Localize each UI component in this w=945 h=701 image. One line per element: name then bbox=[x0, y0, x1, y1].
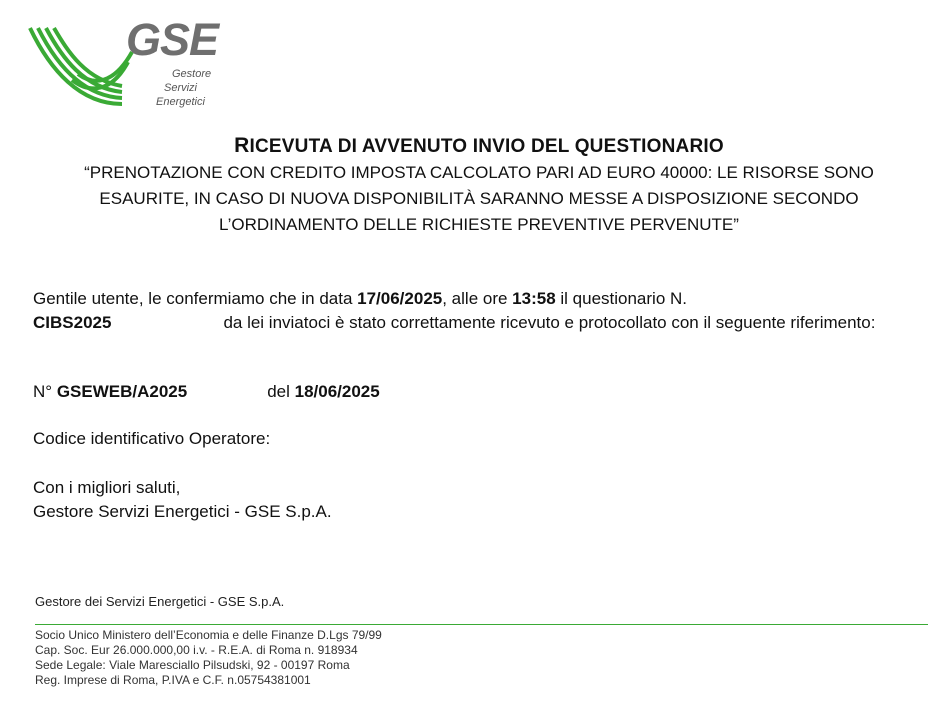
confirmation-paragraph bbox=[33, 287, 913, 335]
footer-line: Reg. Imprese di Roma, P.IVA e C.F. n.05754381001 bbox=[35, 673, 311, 687]
reference-code: GSEWEB/A2025 bbox=[56, 382, 188, 401]
questionnaire-number: CIBS2025 bbox=[33, 313, 112, 332]
logo-sub-1: Gestore bbox=[172, 68, 212, 80]
reference-date: 18/06/2025 bbox=[294, 382, 380, 401]
submission-time: 13:58 bbox=[512, 289, 556, 308]
title-first-letter: R bbox=[234, 134, 250, 157]
title-rest: ICEVUTA DI AVVENUTO INVIO DEL QUESTIONARIO bbox=[249, 136, 724, 157]
operator-code-line bbox=[33, 427, 270, 451]
footer-divider bbox=[35, 624, 928, 625]
p1-text-d: da lei inviatoci è stato correttamente ricevuto e protocollato con il seguente riferimento: bbox=[223, 313, 876, 332]
logo-sub-3: Energetici bbox=[156, 96, 205, 108]
logo-sub-2: Servizi bbox=[164, 82, 198, 94]
operator-label: Codice identificativo Operatore: bbox=[33, 429, 271, 448]
footer-legal-info bbox=[35, 628, 382, 688]
closing-block bbox=[33, 476, 332, 524]
p1-text-a: Gentile utente, le confermiamo che in data bbox=[33, 289, 358, 308]
footer-line: Cap. Soc. Eur 26.000.000,00 i.v. - R.E.A. di Roma n. 918934 bbox=[35, 643, 358, 657]
footer-line: Socio Unico Ministero dell’Economia e delle Finanze D.Lgs 79/99 bbox=[35, 628, 382, 642]
p1-text-b: , alle ore bbox=[442, 289, 513, 308]
closing-signature: Gestore Servizi Energetici - GSE S.p.A. bbox=[33, 502, 332, 521]
logo-text: GSE bbox=[126, 14, 219, 65]
footer-line: Sede Legale: Viale Maresciallo Pilsudski, 92 - 00197 Roma bbox=[35, 658, 350, 672]
p1-text-c: il questionario N. bbox=[555, 289, 687, 308]
footer-company-name: Gestore dei Servizi Energetici - GSE S.p.A. bbox=[35, 594, 285, 609]
reference-line bbox=[33, 380, 380, 404]
closing-greeting: Con i migliori saluti, bbox=[33, 478, 181, 497]
ref-del: del bbox=[267, 382, 295, 401]
ref-prefix: N° bbox=[33, 382, 57, 401]
questionnaire-subtitle: “PRENOTAZIONE CON CREDITO IMPOSTA CALCOLATO PARI AD EURO 40000: LE RISORSE SONO ESAURITE, IN CASO DI NUOVA DISPONIBILITÀ SARANNO MESSE A DISPOSIZIONE SECONDO L’ORDINAMENTO DELLE RICHIESTE PREVENTIVE PERVENUTE” bbox=[84, 163, 874, 234]
gse-logo bbox=[28, 14, 228, 114]
page-title bbox=[0, 134, 945, 158]
submission-date: 17/06/2025 bbox=[357, 289, 443, 308]
